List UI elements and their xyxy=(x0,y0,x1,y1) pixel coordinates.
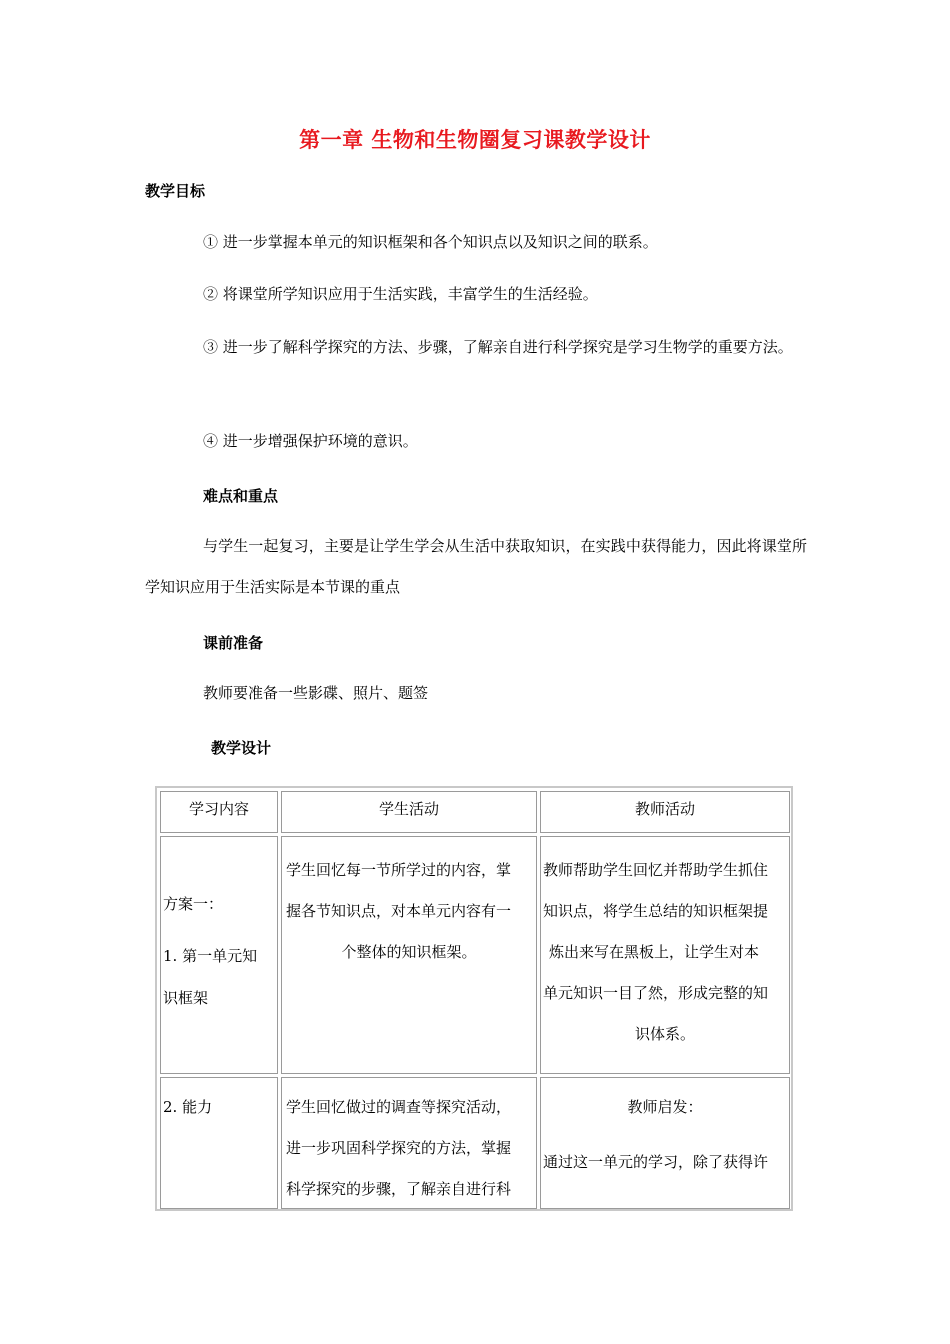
table-cell-line: 个整体的知识框架。 xyxy=(341,943,477,961)
table-cell-line: 教师启发： xyxy=(627,1098,703,1116)
table-cell-line: 方案一： xyxy=(163,895,224,913)
objective-item-2: ② 将课堂所学知识应用于生活实践，丰富学生的生活经验。 xyxy=(203,285,598,303)
objective-item-3: ③ 进一步了解科学探究的方法、步骤，了解亲自进行科学探究是学习生物学的重要方法。 xyxy=(203,338,793,356)
table-cell-line: 学生回忆每一节所学过的内容，掌 xyxy=(286,861,512,879)
design-heading: 教学设计 xyxy=(211,739,272,757)
table-cell-line: 炼出来写在黑板上，让学生对本 xyxy=(549,943,760,961)
table-header-student xyxy=(281,791,537,833)
table-cell-line: 进一步巩固科学探究的方法，掌握 xyxy=(286,1139,512,1157)
lesson-table xyxy=(155,786,793,1211)
table-header-content xyxy=(160,791,278,833)
table-cell-line: 学生回忆做过的调查等探究活动， xyxy=(286,1098,512,1116)
table-row-1-student xyxy=(281,836,537,1074)
table-cell-line: 单元知识一目了然，形成完整的知 xyxy=(543,984,769,1002)
table-row-1-teacher xyxy=(540,836,790,1074)
table-cell-line: 识框架 xyxy=(163,989,209,1007)
objective-item-1: ① 进一步掌握本单元的知识框架和各个知识点以及知识之间的联系。 xyxy=(203,233,658,251)
table-cell-line: 识体系。 xyxy=(634,1025,695,1043)
table-cell-line: 知识点，将学生总结的知识框架提 xyxy=(543,902,769,920)
objectives-heading: 教学目标 xyxy=(145,182,206,200)
table-header-teacher xyxy=(540,791,790,833)
table-cell-line: 通过这一单元的学习，除了获得许 xyxy=(543,1153,769,1171)
table-header-label: 学习内容 xyxy=(188,800,249,818)
table-cell-line: 教师帮助学生回忆并帮助学生抓住 xyxy=(543,861,769,879)
table-row-1-content xyxy=(160,836,278,1074)
preparation-text: 教师要准备一些影碟、照片、题签 xyxy=(203,684,429,702)
table-cell-line: 1. 第一单元知 xyxy=(163,947,258,965)
table-row-2-teacher xyxy=(540,1077,790,1209)
key-points-heading: 难点和重点 xyxy=(203,487,279,505)
table-header-label: 教师活动 xyxy=(634,800,695,818)
document-title: 第一章 生物和生物圈复习课教学设计 xyxy=(299,128,651,152)
preparation-heading: 课前准备 xyxy=(203,634,264,652)
table-row-2-content xyxy=(160,1077,278,1209)
objective-item-4: ④ 进一步增强保护环境的意识。 xyxy=(203,432,418,450)
table-cell-line: 握各节知识点，对本单元内容有一 xyxy=(286,902,512,920)
table-cell-line: 2. 能力 xyxy=(163,1098,213,1116)
key-points-text: 与学生一起复习，主要是让学生学会从生活中获取知识，在实践中获得能力，因此将课堂所学知识应用于生活实际是本节课的重点 xyxy=(145,537,807,596)
table-row-2-student xyxy=(281,1077,537,1209)
table-cell-line: 科学探究的步骤，了解亲自进行科 xyxy=(286,1180,512,1198)
table-header-label: 学生活动 xyxy=(378,800,439,818)
